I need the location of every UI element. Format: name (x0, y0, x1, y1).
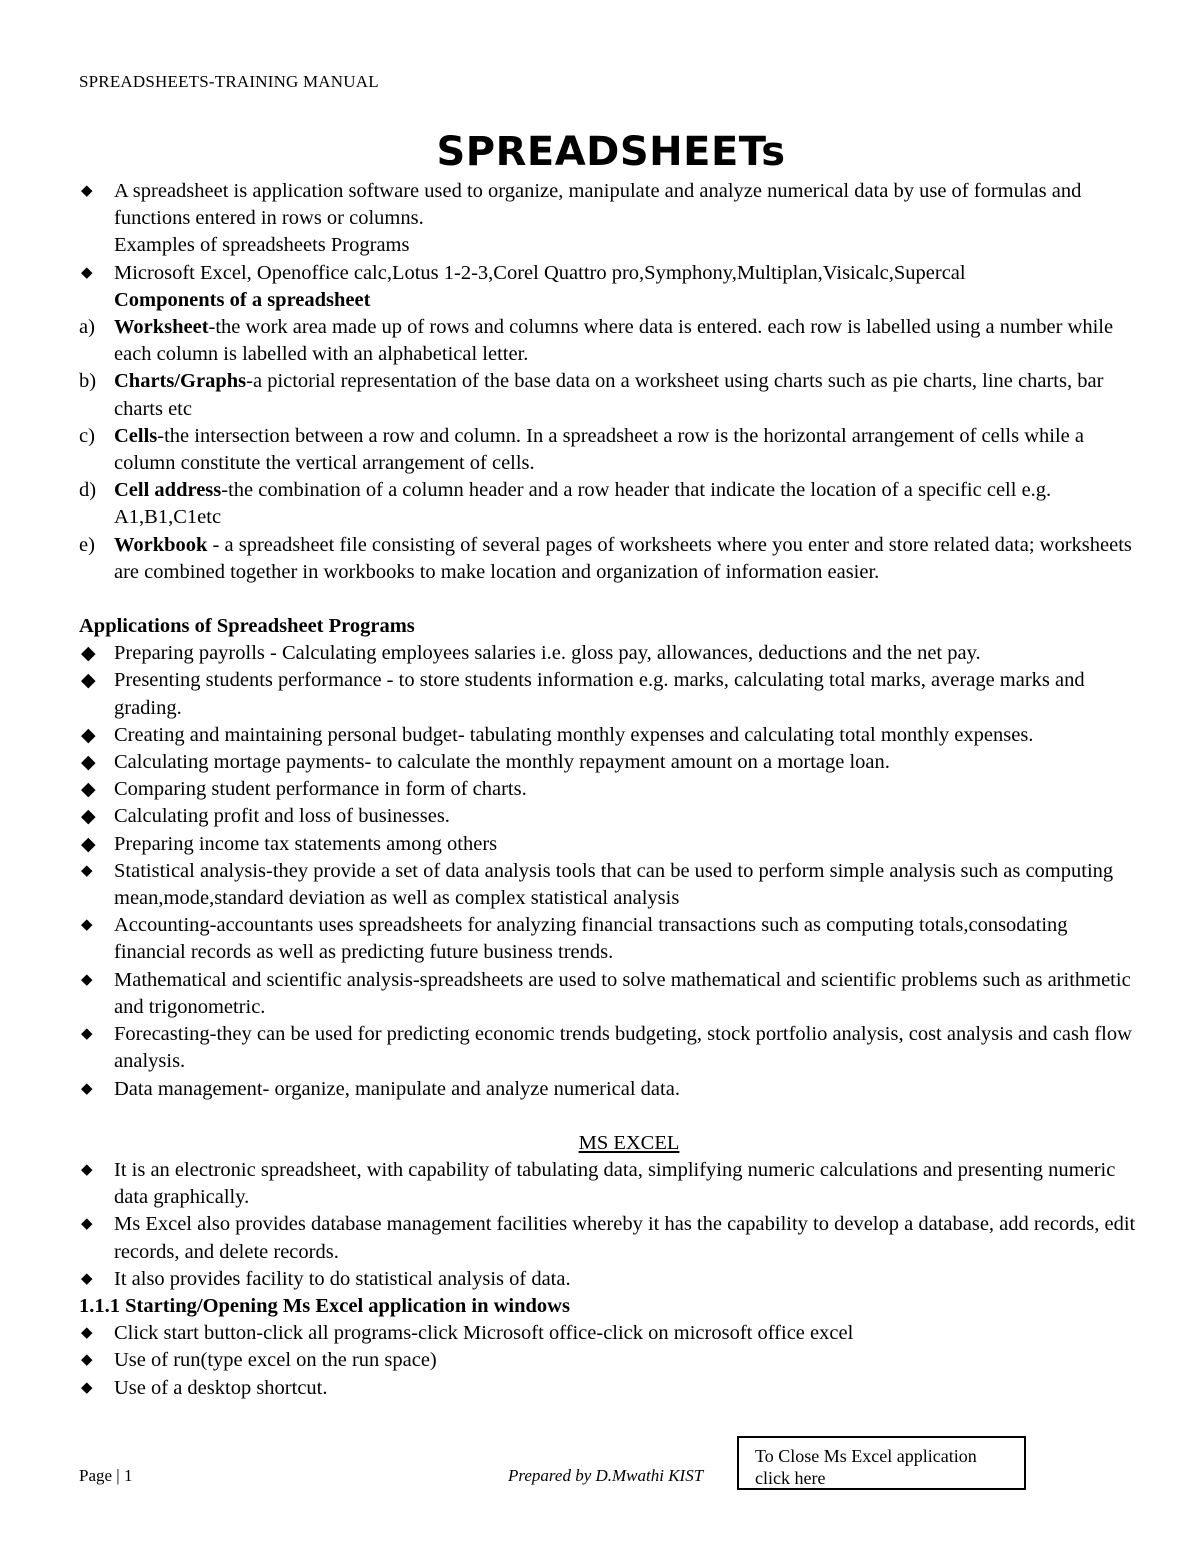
application-item: ◆ Presenting students performance - to store students information e.g. marks, calculating total marks, average marks and grading. (81, 669, 1085, 719)
ms-excel-item: ◆ Ms Excel also provides database management facilities whereby it has the capability to develop a database, add records, edit records, and delete records. (81, 1213, 1136, 1263)
diamond-bullet-icon: ◆ (81, 183, 93, 199)
component-text: -the intersection between a row and column. In a spreadsheet a row is the horizontal arrangement of cells while a column constitute the vertical arrangement of cells. (114, 424, 1084, 475)
ms-excel-item: ◆ It also provides facility to do statistical analysis of data. (79, 1266, 1144, 1293)
component-text: - a spreadsheet file consisting of several pages of worksheets where you enter and store related data; worksheets are combined together in workbooks to make location and organization of information easier. (114, 533, 1132, 583)
components-heading: Components of a spreadsheet (114, 288, 371, 311)
component-item (79, 368, 1144, 422)
document-body (79, 178, 1144, 1402)
application-item: ◆ Data management- organize, manipulate and analyze numerical data. (79, 1076, 1144, 1103)
diamond-bullet-icon: ◆ (81, 779, 96, 801)
document-title: SPREADSHEETs (436, 129, 786, 175)
diamond-bullet-icon: ◆ (81, 806, 96, 828)
component-item (79, 477, 1144, 531)
diamond-bullet-icon: ◆ (81, 971, 93, 988)
list-marker: c) (79, 424, 95, 447)
intro-examples: ◆ Microsoft Excel, Openoffice calc,Lotus 1-2-3,Corel Quattro pro,Symphony,Multiplan,Visicalc,Supercal (79, 260, 1144, 287)
ms-excel-item: ◆ It is an electronic spreadsheet, with capability of tabulating data, simplifying numeric calculations and presenting numeric data graphically. (81, 1158, 1116, 1209)
component-text: -a pictorial representation of the base data on a worksheet using charts such as pie charts, line charts, bar charts etc (114, 370, 1104, 420)
component-item (79, 314, 1144, 368)
application-item: ◆ Comparing student performance in form of charts. (79, 776, 1144, 803)
examples-heading: Examples of spreadsheets Programs (114, 234, 410, 257)
diamond-bullet-icon: ◆ (81, 670, 96, 692)
diamond-bullet-icon: ◆ (81, 1352, 93, 1369)
diamond-bullet-icon: ◆ (81, 1216, 93, 1233)
component-text: -the combination of a column header and a row header that indicate the location of a specific cell e.g. A1,B1,C1etc (114, 479, 1052, 529)
application-item: ◆ Forecasting-they can be used for predicting economic trends budgeting, stock portfolio analysis, cost analysis and cash flow analysis. (81, 1023, 1132, 1073)
diamond-bullet-icon: ◆ (81, 752, 96, 774)
starting-item: ◆ Use of a desktop shortcut. (79, 1375, 1144, 1402)
diamond-bullet-icon: ◆ (81, 1161, 93, 1178)
intro-definition: ◆ A spreadsheet is application software used to organize, manipulate and analyze numerical data by use of formulas and functions entered in rows or columns. (81, 180, 1082, 230)
starting-item: ◆ Click start button-click all programs-click Microsoft office-click on microsoft office excel (79, 1320, 1144, 1347)
component-term: Cell address (114, 479, 222, 502)
list-marker: b) (79, 370, 97, 393)
page-number: Page | 1 (79, 1466, 133, 1485)
diamond-bullet-icon: ◆ (81, 1026, 93, 1043)
application-item: ◆ Statistical analysis-they provide a set of data analysis tools that can be used to perform simple analysis such as computing mean,mode,standard deviation as well as complex statistical analysis (81, 859, 1114, 910)
close-excel-callout[interactable] (737, 1436, 1026, 1490)
component-term: Charts/Graphs (114, 370, 247, 393)
diamond-bullet-icon: ◆ (81, 643, 96, 665)
list-marker: d) (79, 479, 97, 502)
applications-heading: Applications of Spreadsheet Programs (79, 615, 415, 638)
component-item (79, 423, 1144, 477)
list-marker: e) (79, 533, 95, 556)
diamond-bullet-icon: ◆ (81, 833, 96, 855)
component-term: Workbook (114, 533, 208, 556)
application-item: ◆ Preparing income tax statements among others (79, 831, 1144, 858)
application-item: ◆ Mathematical and scientific analysis-spreadsheets are used to solve mathematical and scientific problems such as arithmetic and trigonometric. (81, 968, 1131, 1018)
callout-line: To Close Ms Excel application (755, 1446, 977, 1466)
spacer (79, 1103, 1144, 1130)
application-item: ◆ Preparing payrolls - Calculating employees salaries i.e. gloss pay, allowances, deductions and the net pay. (79, 640, 1144, 667)
diamond-bullet-icon: ◆ (81, 917, 93, 934)
starting-heading: 1.1.1 Starting/Opening Ms Excel application in windows (79, 1294, 570, 1317)
application-item: ◆ Creating and maintaining personal budget- tabulating monthly expenses and calculating total monthly expenses. (79, 722, 1144, 749)
component-text: -the work area made up of rows and columns where data is entered. each row is labelled using a number while each column is labelled with an alphabetical letter. (114, 316, 1114, 366)
prepared-by: Prepared by D.Mwathi KIST (508, 1466, 704, 1485)
component-term: Cells (114, 424, 158, 447)
component-item (79, 532, 1144, 586)
diamond-bullet-icon: ◆ (81, 1379, 93, 1396)
spacer (79, 586, 1144, 613)
diamond-bullet-icon: ◆ (81, 724, 96, 746)
application-item: ◆ Calculating mortage payments- to calculate the monthly repayment amount on a mortage loan. (79, 749, 1144, 776)
list-marker: a) (79, 316, 95, 339)
diamond-bullet-icon: ◆ (81, 264, 93, 281)
component-term: Worksheet (114, 316, 209, 339)
callout-line: click here (755, 1468, 826, 1488)
application-item: ◆ Calculating profit and loss of businesses. (79, 803, 1144, 830)
starting-item: ◆ Use of run(type excel on the run space) (79, 1347, 1144, 1374)
page-header: SPREADSHEETS-TRAINING MANUAL (79, 72, 379, 91)
diamond-bullet-icon: ◆ (81, 1080, 93, 1097)
diamond-bullet-icon: ◆ (81, 1325, 93, 1342)
diamond-bullet-icon: ◆ (81, 862, 93, 879)
diamond-bullet-icon: ◆ (81, 1270, 93, 1287)
ms-excel-heading: MS EXCEL (578, 1131, 680, 1154)
application-item: ◆ Accounting-accountants uses spreadsheets for analyzing financial transactions such as computing totals,consodating financial records as well as predicting future business trends. (81, 914, 1068, 964)
